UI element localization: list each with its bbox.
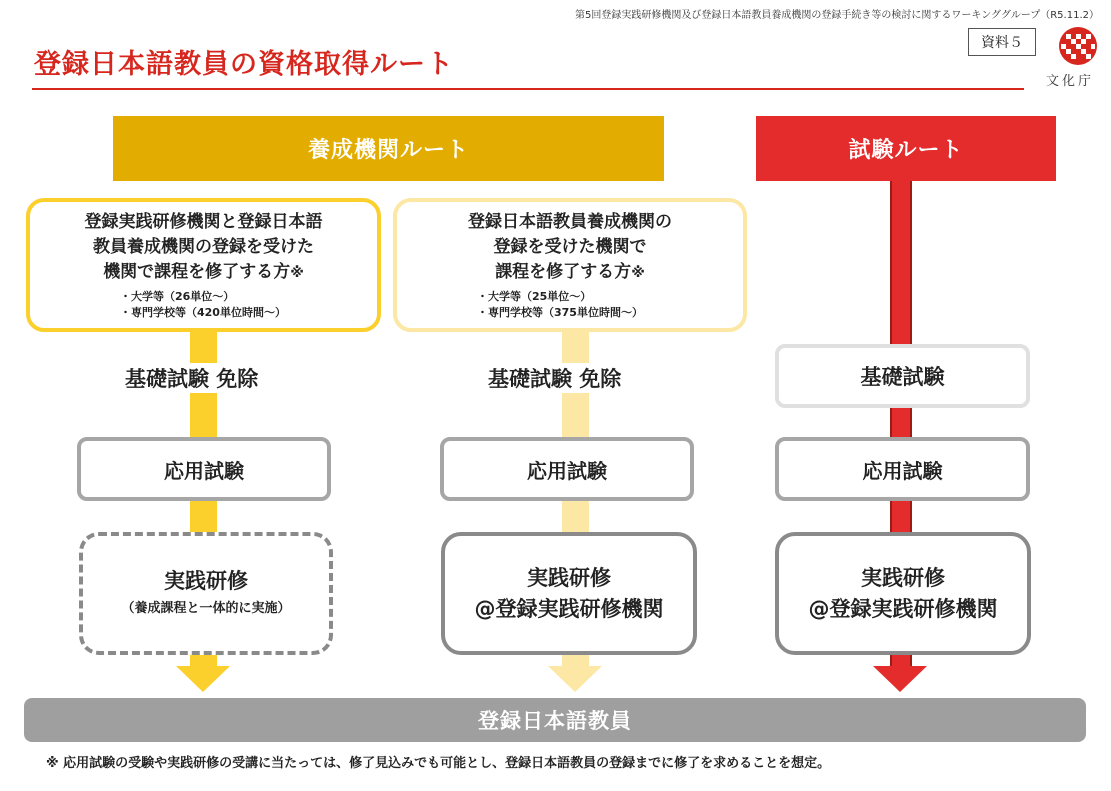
down-arrow-icon [873, 666, 927, 692]
condition-line: 教員養成機関の登録を受けた [93, 237, 314, 257]
condition-sub-1 [30, 289, 377, 321]
note-mark: ※ [631, 265, 645, 281]
down-arrow-icon [176, 666, 230, 692]
jissen-title: 実践研修 [164, 569, 248, 593]
condition-line: 登録を受けた機関で [493, 237, 647, 257]
down-arrow-icon [548, 666, 602, 692]
title-divider [32, 88, 1024, 90]
condition-text-2 [397, 210, 743, 286]
result-banner: 登録日本語教員 [24, 698, 1086, 742]
shiken-route-header: 試験ルート [756, 116, 1056, 181]
document-badge: 資料５ [968, 28, 1036, 56]
condition-sub-line: ・専門学校等（375単位時間～） [477, 306, 643, 319]
condition-box-2 [393, 198, 747, 332]
logo-text: 文化庁 [1045, 74, 1094, 89]
note-mark: ※ [290, 265, 304, 281]
condition-box-1 [26, 198, 381, 332]
meeting-note: 第5回登録実践研修機関及び登録日本語教員養成機関の登録手続き等の検討に関するワーキンググループ（R5.11.2） [574, 10, 1099, 21]
oyo-exam-box-3: 応用試験 [775, 437, 1030, 501]
jissen-title: 実践研修 [527, 565, 611, 590]
condition-line: 登録日本語教員養成機関の [468, 212, 672, 232]
jissen-title: 実践研修 [861, 565, 945, 590]
condition-line: 課程を修了する方 [495, 262, 632, 282]
page-title: 登録日本語教員の資格取得ルート [34, 49, 454, 80]
condition-sub-line: ・大学等（25単位～） [477, 290, 592, 303]
condition-sub-line: ・専門学校等（420単位時間～） [120, 306, 286, 319]
jissen-box-1 [79, 532, 333, 655]
condition-line: 登録実践研修機関と登録日本語 [84, 212, 323, 232]
condition-line: 機関で課程を修了する方 [103, 262, 291, 282]
oyo-exam-box-2: 応用試験 [440, 437, 694, 501]
jissen-sub: @登録実践研修機関 [474, 596, 664, 621]
oyo-exam-box-1: 応用試験 [77, 437, 331, 501]
kiso-exempt-label-1: 基礎試験 免除 [121, 363, 262, 393]
condition-text-1 [30, 210, 377, 286]
condition-sub-2 [397, 289, 743, 321]
jissen-box-3 [775, 532, 1031, 655]
jissen-sub: @登録実践研修機関 [808, 596, 998, 621]
bunkacho-logo-icon [1040, 24, 1100, 70]
footnote: ※ 応用試験の受験や実践研修の受講に当たっては、修了見込みでも可能とし、登録日本語教員の登録までに修了を求めることを想定。 [46, 756, 831, 771]
condition-sub-line: ・大学等（26単位～） [120, 290, 235, 303]
jissen-sub: （養成課程と一体的に実施） [121, 601, 291, 616]
kiso-exempt-label-2: 基礎試験 免除 [484, 363, 625, 393]
bunkacho-logo [1040, 24, 1100, 88]
kiso-exam-box: 基礎試験 [775, 344, 1030, 408]
jissen-box-2 [441, 532, 697, 655]
yosei-route-header: 養成機関ルート [113, 116, 664, 181]
